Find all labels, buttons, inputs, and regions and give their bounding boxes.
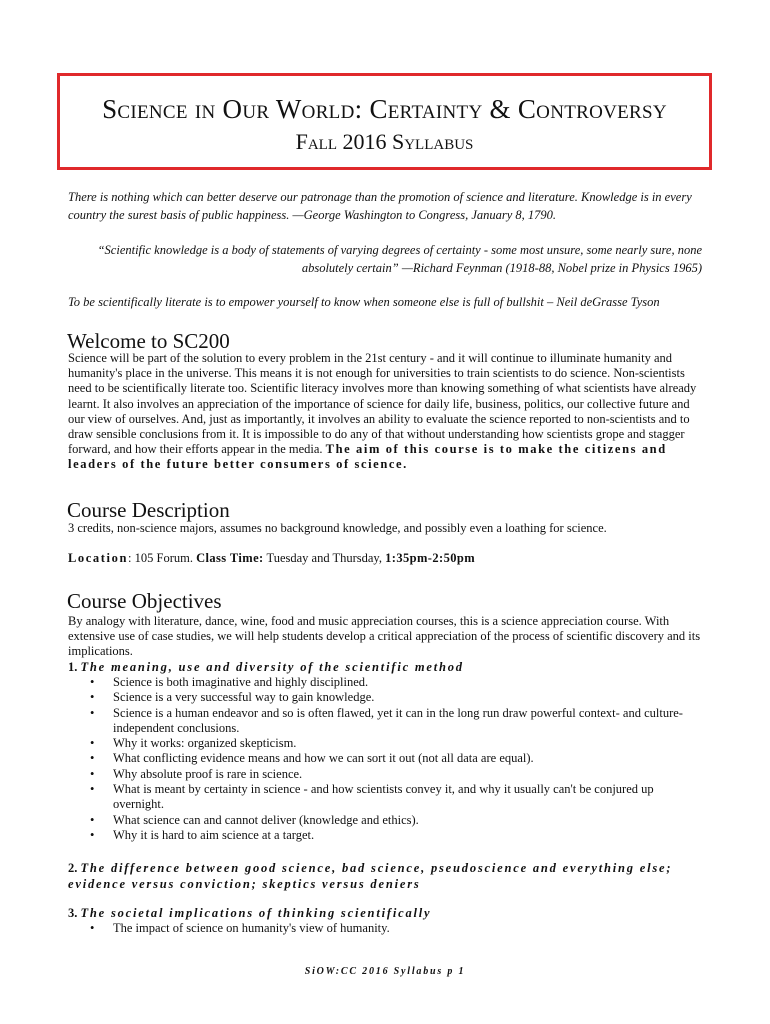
list-item: • The impact of science on humanity's view of humanity. <box>90 921 700 936</box>
description-body: 3 credits, non-science majors, assumes no background knowledge, and possibly even a loathing for science. <box>68 521 607 535</box>
objective-3-heading <box>68 906 708 922</box>
title-box <box>57 73 712 170</box>
class-time-label: Class Time: <box>196 551 264 565</box>
quote-feynman: “Scientific knowledge is a body of statements of varying degrees of certainty - some most unsure, some nearly sure, none absolutely certain” —Richard Feynman (1918-88, Nobel prize in Physics 1965) <box>97 243 702 275</box>
welcome-heading: Welcome to SC200 <box>67 329 230 353</box>
list-item: • What conflicting evidence means and how we can sort it out (not all data are equal). <box>90 751 700 766</box>
objective-3-bullets <box>90 921 700 936</box>
location-time-line <box>68 551 703 566</box>
list-item: • Science is both imaginative and highly disciplined. <box>90 675 700 690</box>
page-footer: SiOW:CC 2016 Syllabus p 1 <box>304 966 466 977</box>
objective-3-title: The societal implications of thinking scientifically <box>80 906 432 920</box>
list-item: • Why it works: organized skepticism. <box>90 736 700 751</box>
list-item: • Science is a very successful way to gain knowledge. <box>90 690 700 705</box>
page-subtitle: Fall 2016 Syllabus <box>295 129 474 154</box>
objective-2-heading <box>68 861 708 892</box>
objective-1-bullets <box>90 675 700 843</box>
objective-2-title: The difference between good science, bad science, pseudoscience and everything else; evidence versus conviction; skeptics versus deniers <box>68 861 673 891</box>
list-item: • Science is a human endeavor and so is often flawed, yet it can in the long run draw powerful context- and culture-independent conclusions. <box>90 706 700 737</box>
objective-1-number: 1. <box>68 660 78 674</box>
objectives-heading: Course Objectives <box>67 589 222 613</box>
objective-2-number: 2. <box>68 861 78 875</box>
page-title: Science in Our World: Certainty & Controversy <box>102 94 667 124</box>
description-heading: Course Description <box>67 498 230 522</box>
objectives-intro: By analogy with literature, dance, wine, food and music appreciation courses, this is a science appreciation course. With extensive use of case studies, we will help students develop a critical appreciation of the process of scientific discovery and its implications. <box>68 614 701 659</box>
list-item: • What is meant by certainty in science - and how scientists convey it, and why it usually can't be conjured up overnight. <box>90 782 700 813</box>
list-item: • Why it is hard to aim science at a target. <box>90 828 700 843</box>
objective-1-heading <box>68 660 708 676</box>
objective-3-number: 3. <box>68 906 78 920</box>
location-label: Location <box>68 551 129 565</box>
list-item: • What science can and cannot deliver (knowledge and ethics). <box>90 813 700 828</box>
list-item: • Why absolute proof is rare in science. <box>90 767 700 782</box>
location-value: : 105 Forum. <box>128 551 197 565</box>
class-time-days: Tuesday and Thursday, <box>263 551 386 565</box>
course-aim: The aim of this course is to make the citizens and leaders of the future better consumers of science. <box>68 442 667 472</box>
quote-tyson: To be scientifically literate is to empower yourself to know when someone else is full of bullshit – Neil deGrasse Tyson <box>68 295 660 309</box>
quote-washington: There is nothing which can better deserve our patronage than the promotion of science and literature. Knowledge is in every country the surest basis of public happiness. —George Washington to Congress, January 8, 1790. <box>68 190 692 222</box>
welcome-paragraph <box>68 351 703 473</box>
class-time-value: 1:35pm-2:50pm <box>385 551 476 565</box>
objective-1-title: The meaning, use and diversity of the scientific method <box>80 660 464 674</box>
welcome-body: Science will be part of the solution to every problem in the 21st century - and it will continue to illuminate humanity and humanity's place in the universe. This means it is not enough for universities to train scientists to do science. Non-scientists need to be scientifically literate too. Scientific literacy involves more than knowing something of what scientists have already learnt. It also involves an appreciation of the importance of science for daily life, business, politics, our collective future and our view of ourselves. And, just as importantly, it involves an ability to evaluate the science reported to non-scientists and to draw sensible conclusions from it. It is impossible to do any of that without understanding how scientists grope and stagger forward, and how their efforts appear in the media. <box>68 351 697 457</box>
